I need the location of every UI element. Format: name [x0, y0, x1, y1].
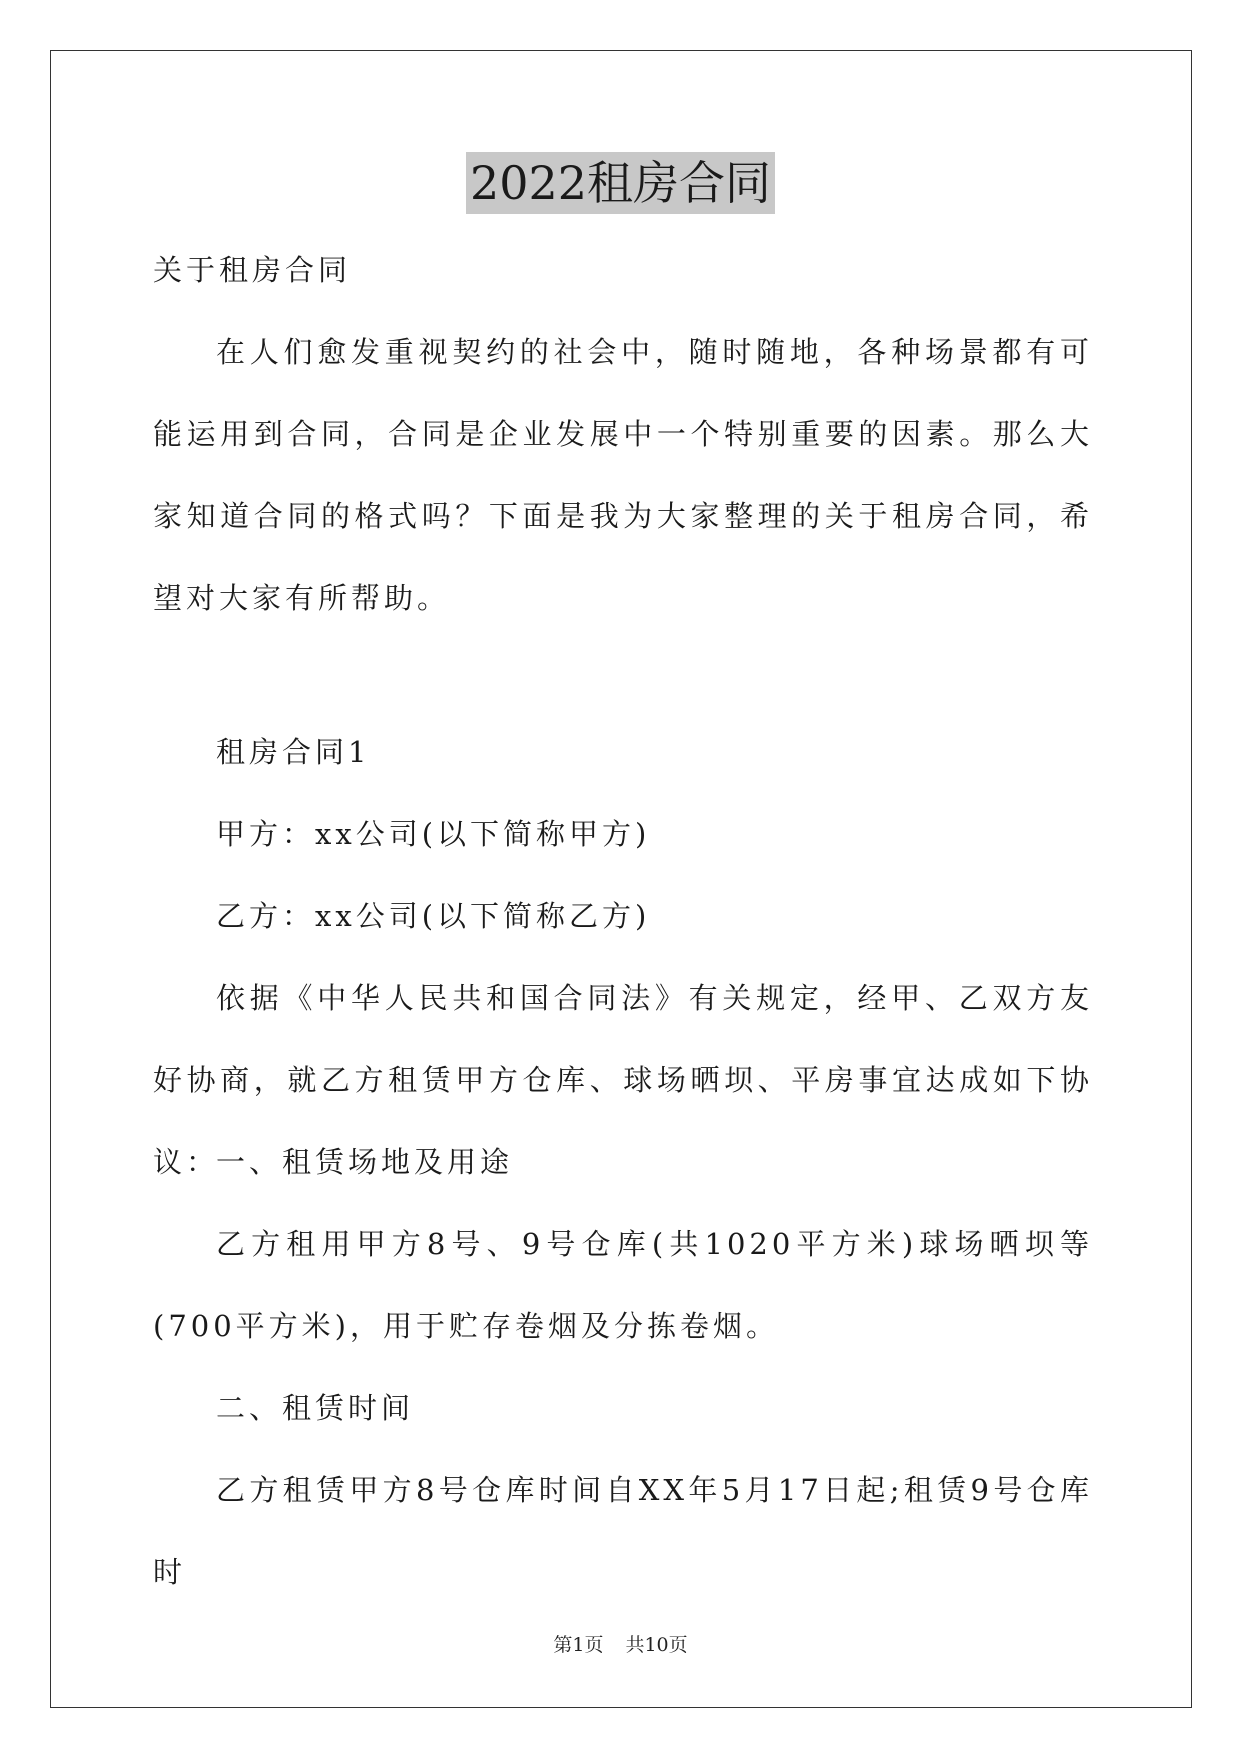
paragraph: 一、租赁场地及用途: [216, 1145, 514, 1179]
document-title: 2022租房合同: [466, 152, 775, 214]
paragraph-section-1: [153, 1121, 1093, 1203]
paragraph-party-a: [153, 793, 1093, 875]
paragraph-intro: [153, 311, 1093, 639]
paragraph: 乙方租赁甲方8号仓库时间自XX年5月17日起;租赁9号仓库时: [153, 1473, 1093, 1589]
page-number: 第1页: [553, 1634, 604, 1656]
paragraph: 二、租赁时间: [216, 1391, 415, 1425]
page-footer: [0, 1630, 1241, 1657]
paragraph-lease-time: [153, 1449, 1093, 1613]
paragraph: 依据《中华人民共和国合同法》有关规定，经甲、乙双方友好协商，就乙方租赁甲方仓库、球场晒坝、平房事宜达成如下协议：: [153, 981, 1093, 1179]
title-container: [0, 152, 1241, 214]
paragraph: 乙方：xx公司(以下简称乙方): [216, 899, 651, 933]
paragraph-contract-heading: [153, 711, 1093, 793]
paragraph: 甲方：xx公司(以下简称甲方): [216, 817, 651, 851]
paragraph-party-b: [153, 875, 1093, 957]
paragraph: 乙方租用甲方8号、9号仓库(共1020平方米)球场晒坝等(700平方米)，用于贮存卷烟及分拣卷烟。: [153, 1227, 1093, 1343]
paragraph-intro-heading: [153, 229, 1093, 311]
paragraph: 关于租房合同: [153, 253, 352, 287]
paragraph: 在人们愈发重视契约的社会中，随时随地，各种场景都有可能运用到合同，合同是企业发展中一个特别重要的因素。那么大家知道合同的格式吗？下面是我为大家整理的关于租房合同，希望对大家有所帮助。: [153, 335, 1093, 615]
page-total: 共10页: [625, 1634, 688, 1656]
paragraph-section-2: [153, 1367, 1093, 1449]
paragraph: 租房合同1: [216, 735, 371, 769]
paragraph-usage: [153, 1203, 1093, 1367]
